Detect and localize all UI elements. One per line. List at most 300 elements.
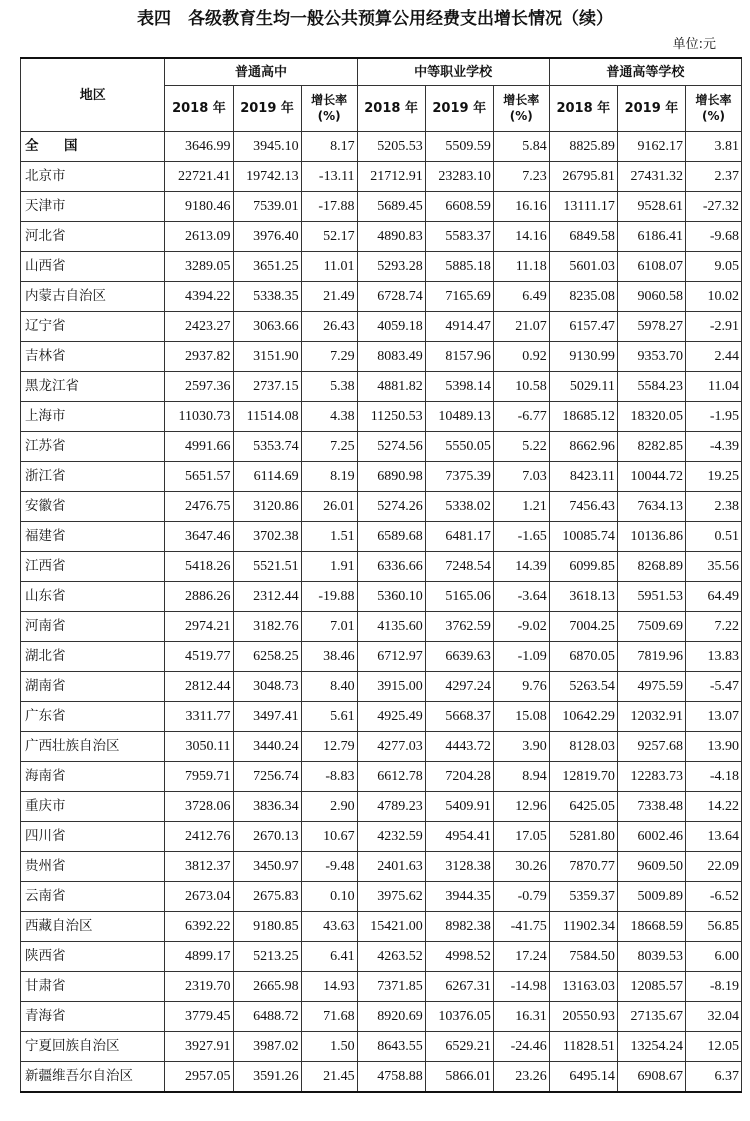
value-cell: 8982.38 <box>425 912 493 942</box>
value-cell: 5353.74 <box>233 432 301 462</box>
value-cell: 3618.13 <box>549 582 617 612</box>
value-cell: 7870.77 <box>549 852 617 882</box>
value-cell: 3927.91 <box>165 1032 233 1062</box>
value-cell: 22.09 <box>686 852 742 882</box>
value-cell: 43.63 <box>301 912 357 942</box>
value-cell: 7165.69 <box>425 282 493 312</box>
year-2019-header: 2019 年 <box>233 86 301 132</box>
value-cell: 11514.08 <box>233 402 301 432</box>
region-cell: 山西省 <box>21 252 165 282</box>
table-row <box>21 162 742 192</box>
region-cell: 西藏自治区 <box>21 912 165 942</box>
value-cell: -5.47 <box>686 672 742 702</box>
table-row <box>21 192 742 222</box>
value-cell: 3128.38 <box>425 852 493 882</box>
value-cell: 6608.59 <box>425 192 493 222</box>
value-cell: 7371.85 <box>357 972 425 1002</box>
value-cell: 7819.96 <box>617 642 685 672</box>
value-cell: 8.19 <box>301 462 357 492</box>
value-cell: 5.84 <box>493 132 549 162</box>
value-cell: 18685.12 <box>549 402 617 432</box>
region-cell: 安徽省 <box>21 492 165 522</box>
value-cell: 17.05 <box>493 822 549 852</box>
value-cell: 6.37 <box>686 1062 742 1093</box>
table-row <box>21 462 742 492</box>
value-cell: 3120.86 <box>233 492 301 522</box>
value-cell: 16.31 <box>493 1002 549 1032</box>
value-cell: 8.17 <box>301 132 357 162</box>
value-cell: 8643.55 <box>357 1032 425 1062</box>
group-header-vocational: 中等职业学校 <box>357 58 549 86</box>
region-cell: 上海市 <box>21 402 165 432</box>
value-cell: 8.94 <box>493 762 549 792</box>
region-cell: 福建省 <box>21 522 165 552</box>
value-cell: 4443.72 <box>425 732 493 762</box>
region-cell: 内蒙古自治区 <box>21 282 165 312</box>
value-cell: 5205.53 <box>357 132 425 162</box>
value-cell: -8.83 <box>301 762 357 792</box>
value-cell: 7.01 <box>301 612 357 642</box>
value-cell: 6267.31 <box>425 972 493 1002</box>
value-cell: 18320.05 <box>617 402 685 432</box>
value-cell: 6392.22 <box>165 912 233 942</box>
value-cell: 6.00 <box>686 942 742 972</box>
value-cell: 23283.10 <box>425 162 493 192</box>
value-cell: 12.05 <box>686 1032 742 1062</box>
value-cell: 5951.53 <box>617 582 685 612</box>
value-cell: 27431.32 <box>617 162 685 192</box>
value-cell: 6002.46 <box>617 822 685 852</box>
table-row <box>21 612 742 642</box>
value-cell: 8268.89 <box>617 552 685 582</box>
table-row <box>21 222 742 252</box>
value-cell: 2675.83 <box>233 882 301 912</box>
value-cell: 4059.18 <box>357 312 425 342</box>
value-cell: 3450.97 <box>233 852 301 882</box>
value-cell: 3915.00 <box>357 672 425 702</box>
value-cell: 13.64 <box>686 822 742 852</box>
value-cell: 4925.49 <box>357 702 425 732</box>
value-cell: -8.19 <box>686 972 742 1002</box>
value-cell: -14.98 <box>493 972 549 1002</box>
value-cell: 6728.74 <box>357 282 425 312</box>
value-cell: 9180.85 <box>233 912 301 942</box>
value-cell: 5213.25 <box>233 942 301 972</box>
value-cell: 3063.66 <box>233 312 301 342</box>
value-cell: 3976.40 <box>233 222 301 252</box>
value-cell: -0.79 <box>493 882 549 912</box>
value-cell: -1.09 <box>493 642 549 672</box>
value-cell: 2812.44 <box>165 672 233 702</box>
value-cell: 3762.59 <box>425 612 493 642</box>
region-cell: 新疆维吾尔自治区 <box>21 1062 165 1093</box>
value-cell: 10642.29 <box>549 702 617 732</box>
value-cell: 23.26 <box>493 1062 549 1093</box>
table-row <box>21 432 742 462</box>
value-cell: 7539.01 <box>233 192 301 222</box>
value-cell: 2673.04 <box>165 882 233 912</box>
table-row <box>21 672 742 702</box>
value-cell: 13163.03 <box>549 972 617 1002</box>
value-cell: 3151.90 <box>233 342 301 372</box>
value-cell: 12819.70 <box>549 762 617 792</box>
table-row <box>21 882 742 912</box>
group-header-higher-education: 普通高等学校 <box>549 58 741 86</box>
value-cell: 0.10 <box>301 882 357 912</box>
value-cell: 12032.91 <box>617 702 685 732</box>
value-cell: 4899.17 <box>165 942 233 972</box>
value-cell: 4881.82 <box>357 372 425 402</box>
region-cell: 甘肃省 <box>21 972 165 1002</box>
value-cell: 6529.21 <box>425 1032 493 1062</box>
value-cell: 4277.03 <box>357 732 425 762</box>
table-row <box>21 252 742 282</box>
value-cell: 3812.37 <box>165 852 233 882</box>
year-2019-header: 2019 年 <box>425 86 493 132</box>
value-cell: 9353.70 <box>617 342 685 372</box>
region-cell: 江苏省 <box>21 432 165 462</box>
value-cell: 14.22 <box>686 792 742 822</box>
value-cell: 3702.38 <box>233 522 301 552</box>
value-cell: 5409.91 <box>425 792 493 822</box>
value-cell: 6890.98 <box>357 462 425 492</box>
year-2018-header: 2018 年 <box>165 86 233 132</box>
value-cell: 6.49 <box>493 282 549 312</box>
value-cell: 3646.99 <box>165 132 233 162</box>
value-cell: 64.49 <box>686 582 742 612</box>
value-cell: 3945.10 <box>233 132 301 162</box>
value-cell: 4394.22 <box>165 282 233 312</box>
table-row <box>21 1032 742 1062</box>
value-cell: 5338.02 <box>425 492 493 522</box>
value-cell: 3289.05 <box>165 252 233 282</box>
region-cell: 宁夏回族自治区 <box>21 1032 165 1062</box>
value-cell: 11.18 <box>493 252 549 282</box>
value-cell: 9060.58 <box>617 282 685 312</box>
table-row <box>21 732 742 762</box>
value-cell: 30.26 <box>493 852 549 882</box>
value-cell: 5978.27 <box>617 312 685 342</box>
value-cell: 7.22 <box>686 612 742 642</box>
value-cell: 7204.28 <box>425 762 493 792</box>
region-cell: 重庆市 <box>21 792 165 822</box>
value-cell: 5293.28 <box>357 252 425 282</box>
value-cell: 3728.06 <box>165 792 233 822</box>
table-row <box>21 762 742 792</box>
table-row <box>21 402 742 432</box>
growth-rate-header: 增长率 (%) <box>686 86 742 132</box>
value-cell: 2597.36 <box>165 372 233 402</box>
region-cell: 湖南省 <box>21 672 165 702</box>
value-cell: 5.22 <box>493 432 549 462</box>
value-cell: 2957.05 <box>165 1062 233 1093</box>
value-cell: 4991.66 <box>165 432 233 462</box>
value-cell: 13111.17 <box>549 192 617 222</box>
value-cell: 2.38 <box>686 492 742 522</box>
value-cell: 3651.25 <box>233 252 301 282</box>
value-cell: 6589.68 <box>357 522 425 552</box>
region-cell: 云南省 <box>21 882 165 912</box>
value-cell: 5584.23 <box>617 372 685 402</box>
value-cell: 5521.51 <box>233 552 301 582</box>
value-cell: 10044.72 <box>617 462 685 492</box>
value-cell: 11902.34 <box>549 912 617 942</box>
value-cell: 10.67 <box>301 822 357 852</box>
value-cell: 3497.41 <box>233 702 301 732</box>
value-cell: 6612.78 <box>357 762 425 792</box>
region-cell: 江西省 <box>21 552 165 582</box>
value-cell: 6425.05 <box>549 792 617 822</box>
value-cell: 5274.26 <box>357 492 425 522</box>
value-cell: 5509.59 <box>425 132 493 162</box>
value-cell: 13.07 <box>686 702 742 732</box>
value-cell: 5165.06 <box>425 582 493 612</box>
region-cell: 全 国 <box>21 132 165 162</box>
value-cell: 6336.66 <box>357 552 425 582</box>
value-cell: 26795.81 <box>549 162 617 192</box>
value-cell: 5359.37 <box>549 882 617 912</box>
value-cell: 6099.85 <box>549 552 617 582</box>
value-cell: 2.37 <box>686 162 742 192</box>
table-row <box>21 912 742 942</box>
value-cell: 9130.99 <box>549 342 617 372</box>
growth-rate-header: 增长率 (%) <box>493 86 549 132</box>
value-cell: 3311.77 <box>165 702 233 732</box>
value-cell: 27135.67 <box>617 1002 685 1032</box>
value-cell: 2665.98 <box>233 972 301 1002</box>
region-cell: 贵州省 <box>21 852 165 882</box>
region-header: 地区 <box>21 58 165 132</box>
value-cell: 6108.07 <box>617 252 685 282</box>
region-cell: 山东省 <box>21 582 165 612</box>
value-cell: 3836.34 <box>233 792 301 822</box>
region-cell: 河南省 <box>21 612 165 642</box>
region-cell: 吉林省 <box>21 342 165 372</box>
value-cell: 0.92 <box>493 342 549 372</box>
value-cell: 4135.60 <box>357 612 425 642</box>
value-cell: 9180.46 <box>165 192 233 222</box>
table-row <box>21 522 742 552</box>
value-cell: -27.32 <box>686 192 742 222</box>
region-cell: 辽宁省 <box>21 312 165 342</box>
value-cell: 12085.57 <box>617 972 685 1002</box>
value-cell: 15.08 <box>493 702 549 732</box>
value-cell: 10085.74 <box>549 522 617 552</box>
value-cell: 7.25 <box>301 432 357 462</box>
region-cell: 四川省 <box>21 822 165 852</box>
value-cell: -4.18 <box>686 762 742 792</box>
value-cell: 18668.59 <box>617 912 685 942</box>
value-cell: 1.21 <box>493 492 549 522</box>
value-cell: 5338.35 <box>233 282 301 312</box>
table-row <box>21 1002 742 1032</box>
value-cell: 7959.71 <box>165 762 233 792</box>
value-cell: 2319.70 <box>165 972 233 1002</box>
education-expenditure-table <box>20 57 742 1093</box>
value-cell: 8235.08 <box>549 282 617 312</box>
value-cell: 8825.89 <box>549 132 617 162</box>
value-cell: 8662.96 <box>549 432 617 462</box>
value-cell: 11.04 <box>686 372 742 402</box>
value-cell: 15421.00 <box>357 912 425 942</box>
value-cell: 21.07 <box>493 312 549 342</box>
value-cell: 5.38 <box>301 372 357 402</box>
value-cell: 3048.73 <box>233 672 301 702</box>
value-cell: 2.90 <box>301 792 357 822</box>
value-cell: 5009.89 <box>617 882 685 912</box>
value-cell: 13254.24 <box>617 1032 685 1062</box>
value-cell: 32.04 <box>686 1002 742 1032</box>
value-cell: 2423.27 <box>165 312 233 342</box>
value-cell: 8128.03 <box>549 732 617 762</box>
value-cell: 6.41 <box>301 942 357 972</box>
value-cell: 10489.13 <box>425 402 493 432</box>
value-cell: 11828.51 <box>549 1032 617 1062</box>
value-cell: 10.58 <box>493 372 549 402</box>
value-cell: 4789.23 <box>357 792 425 822</box>
value-cell: 2886.26 <box>165 582 233 612</box>
group-header-high-school: 普通高中 <box>165 58 357 86</box>
value-cell: 7.23 <box>493 162 549 192</box>
value-cell: 3987.02 <box>233 1032 301 1062</box>
value-cell: 2412.76 <box>165 822 233 852</box>
region-cell: 北京市 <box>21 162 165 192</box>
value-cell: 8282.85 <box>617 432 685 462</box>
value-cell: 2937.82 <box>165 342 233 372</box>
value-cell: 35.56 <box>686 552 742 582</box>
table-row <box>21 312 742 342</box>
year-2018-header: 2018 年 <box>357 86 425 132</box>
value-cell: 14.16 <box>493 222 549 252</box>
value-cell: 3440.24 <box>233 732 301 762</box>
growth-rate-header: 增长率 (%) <box>301 86 357 132</box>
table-row <box>21 822 742 852</box>
year-2018-header: 2018 年 <box>549 86 617 132</box>
region-cell: 河北省 <box>21 222 165 252</box>
value-cell: 52.17 <box>301 222 357 252</box>
value-cell: 6488.72 <box>233 1002 301 1032</box>
value-cell: 2670.13 <box>233 822 301 852</box>
value-cell: 13.83 <box>686 642 742 672</box>
value-cell: 4263.52 <box>357 942 425 972</box>
value-cell: 7.03 <box>493 462 549 492</box>
value-cell: 2737.15 <box>233 372 301 402</box>
value-cell: 7338.48 <box>617 792 685 822</box>
value-cell: 21.45 <box>301 1062 357 1093</box>
value-cell: 20550.93 <box>549 1002 617 1032</box>
value-cell: -9.02 <box>493 612 549 642</box>
value-cell: 4232.59 <box>357 822 425 852</box>
value-cell: 3779.45 <box>165 1002 233 1032</box>
value-cell: 8423.11 <box>549 462 617 492</box>
value-cell: 4975.59 <box>617 672 685 702</box>
value-cell: 5601.03 <box>549 252 617 282</box>
table-row <box>21 372 742 402</box>
value-cell: 3.90 <box>493 732 549 762</box>
value-cell: 6495.14 <box>549 1062 617 1093</box>
value-cell: 10.02 <box>686 282 742 312</box>
value-cell: 3647.46 <box>165 522 233 552</box>
value-cell: 3.81 <box>686 132 742 162</box>
value-cell: 5360.10 <box>357 582 425 612</box>
value-cell: -6.77 <box>493 402 549 432</box>
value-cell: 2.44 <box>686 342 742 372</box>
region-cell: 天津市 <box>21 192 165 222</box>
value-cell: 9257.68 <box>617 732 685 762</box>
value-cell: 7584.50 <box>549 942 617 972</box>
value-cell: 5550.05 <box>425 432 493 462</box>
value-cell: 13.90 <box>686 732 742 762</box>
value-cell: -3.64 <box>493 582 549 612</box>
region-cell: 黑龙江省 <box>21 372 165 402</box>
value-cell: 7634.13 <box>617 492 685 522</box>
value-cell: -41.75 <box>493 912 549 942</box>
value-cell: 2476.75 <box>165 492 233 522</box>
table-row <box>21 792 742 822</box>
value-cell: 2312.44 <box>233 582 301 612</box>
value-cell: 26.01 <box>301 492 357 522</box>
table-row <box>21 942 742 972</box>
value-cell: 1.51 <box>301 522 357 552</box>
table-row <box>21 282 742 312</box>
value-cell: 12.79 <box>301 732 357 762</box>
value-cell: -6.52 <box>686 882 742 912</box>
value-cell: 9162.17 <box>617 132 685 162</box>
value-cell: 71.68 <box>301 1002 357 1032</box>
value-cell: 16.16 <box>493 192 549 222</box>
value-cell: -17.88 <box>301 192 357 222</box>
value-cell: 5689.45 <box>357 192 425 222</box>
value-cell: -24.46 <box>493 1032 549 1062</box>
value-cell: 0.51 <box>686 522 742 552</box>
value-cell: 9609.50 <box>617 852 685 882</box>
value-cell: 3975.62 <box>357 882 425 912</box>
table-row <box>21 492 742 522</box>
value-cell: 2613.09 <box>165 222 233 252</box>
value-cell: 6870.05 <box>549 642 617 672</box>
table-row <box>21 552 742 582</box>
value-cell: 5866.01 <box>425 1062 493 1093</box>
value-cell: 6157.47 <box>549 312 617 342</box>
value-cell: 7004.25 <box>549 612 617 642</box>
value-cell: 8157.96 <box>425 342 493 372</box>
table-row <box>21 132 742 162</box>
value-cell: 7.29 <box>301 342 357 372</box>
value-cell: 12283.73 <box>617 762 685 792</box>
value-cell: 3944.35 <box>425 882 493 912</box>
value-cell: 10136.86 <box>617 522 685 552</box>
value-cell: 11.01 <box>301 252 357 282</box>
value-cell: 8.40 <box>301 672 357 702</box>
value-cell: 5668.37 <box>425 702 493 732</box>
value-cell: 1.50 <box>301 1032 357 1062</box>
value-cell: 4998.52 <box>425 942 493 972</box>
value-cell: 5885.18 <box>425 252 493 282</box>
region-cell: 广西壮族自治区 <box>21 732 165 762</box>
value-cell: 5.61 <box>301 702 357 732</box>
table-row <box>21 642 742 672</box>
value-cell: 7509.69 <box>617 612 685 642</box>
value-cell: 21.49 <box>301 282 357 312</box>
value-cell: 56.85 <box>686 912 742 942</box>
value-cell: -1.65 <box>493 522 549 552</box>
value-cell: 6481.17 <box>425 522 493 552</box>
value-cell: 11250.53 <box>357 402 425 432</box>
region-cell: 浙江省 <box>21 462 165 492</box>
value-cell: 4519.77 <box>165 642 233 672</box>
value-cell: 7456.43 <box>549 492 617 522</box>
value-cell: -2.91 <box>686 312 742 342</box>
